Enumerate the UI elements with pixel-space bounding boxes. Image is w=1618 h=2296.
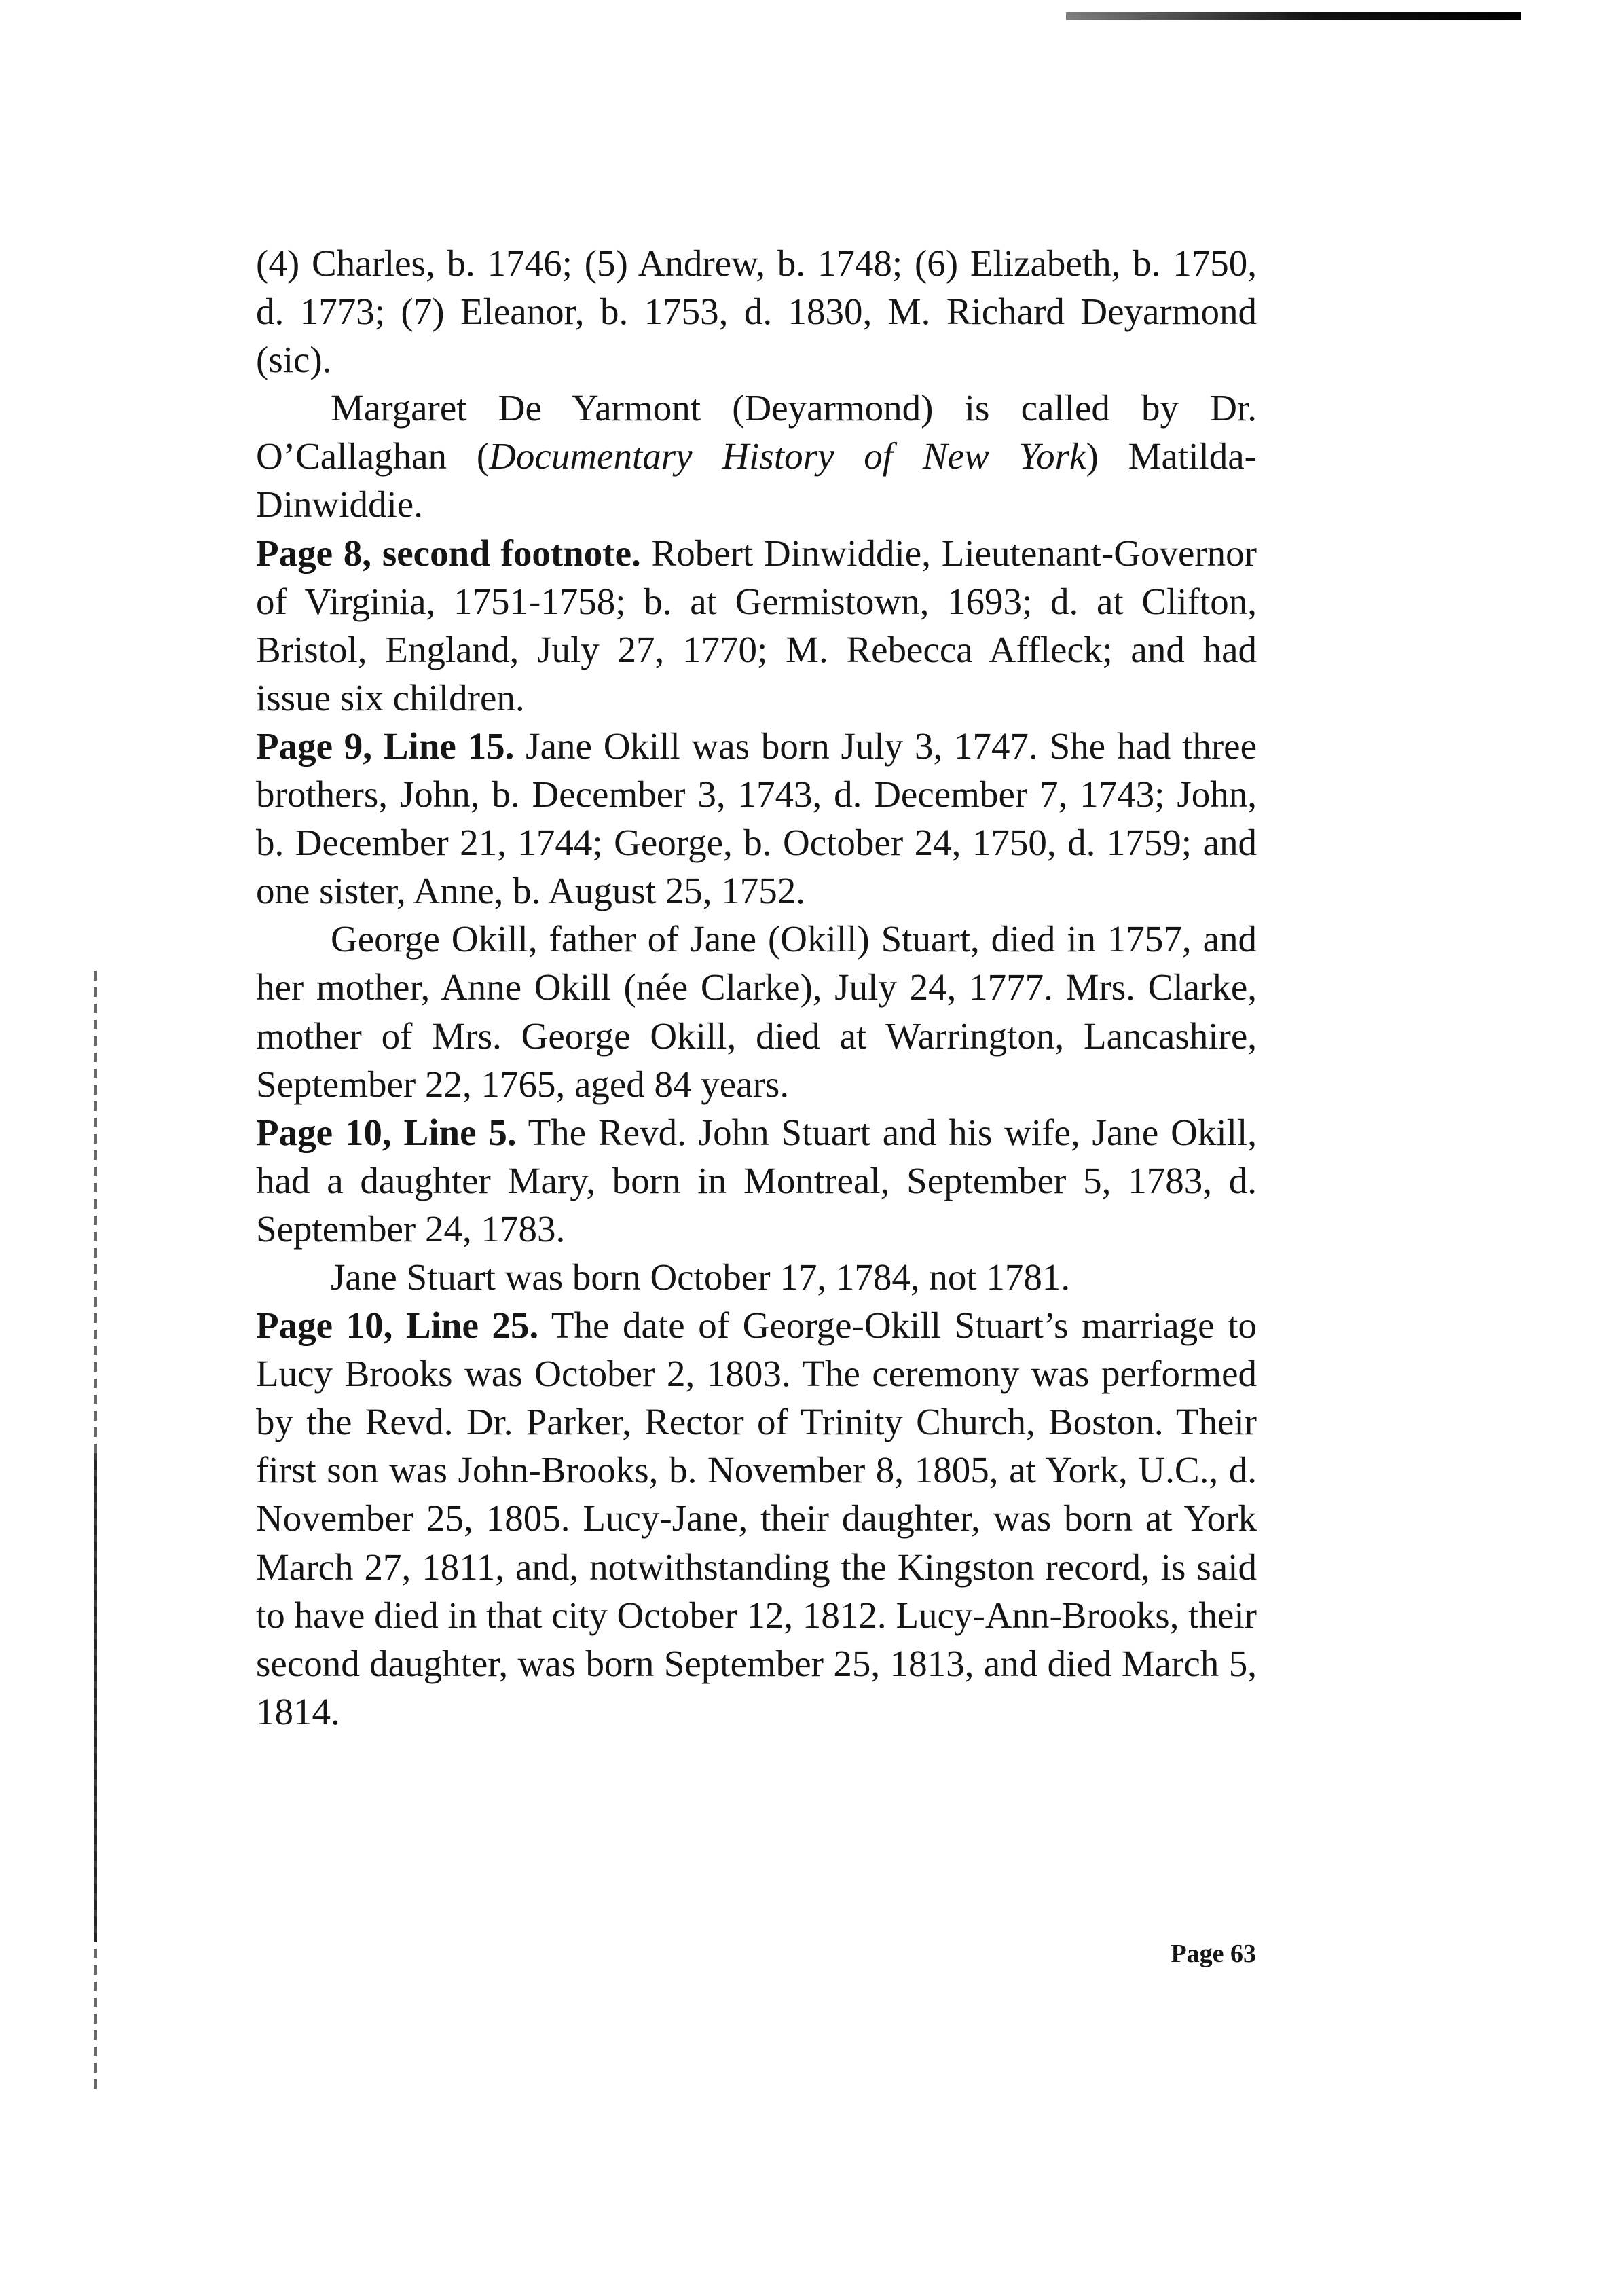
paragraph-deyarmond [256, 384, 1257, 528]
note-heading: Page 10, Line 5. [256, 1111, 517, 1153]
paragraph-george-okill [256, 915, 1257, 1108]
paragraph-text-before: Margaret De Yarmont (Deyarmond) is called by Dr. O’Callaghan ( [256, 387, 1257, 477]
note-heading: Page 10, Line 25. [256, 1305, 539, 1347]
note-page-9-line-15 [256, 722, 1257, 915]
note-heading: Page 8, second footnote. [256, 532, 641, 574]
paragraph-children-list [256, 239, 1257, 384]
page-number: Page 63 [1171, 1939, 1256, 1968]
top-rule [1066, 12, 1521, 20]
note-page-10-line-25 [256, 1301, 1257, 1736]
book-title: Documentary History of New York [489, 435, 1086, 477]
note-page-8 [256, 529, 1257, 722]
note-text: Jane Okill was born July 3, 1747. She had three brothers, John, b. December 3, 1743, d. December 7, 1743; John, b. December 21, 1744; George, b. October 24, 1750, d. 1759; and one sister, Anne, b. August 25, 1752. [256, 725, 1257, 912]
gutter-scan-mark-solid [94, 1453, 97, 1942]
paragraph-text-after: ) Matilda-Dinwiddie. [256, 435, 1257, 526]
paragraph-text: (4) Charles, b. 1746; (5) Andrew, b. 1748; (6) Elizabeth, b. 1750, d. 1773; (7) Eleanor, b. 1753, d. 1830, M. Richard Deyarmond (sic). [256, 242, 1257, 381]
note-text: The Revd. John Stuart and his wife, Jane Okill, had a daughter Mary, born in Montreal, September 5, 1783, d. September 24, 1783. [256, 1111, 1257, 1250]
note-heading: Page 9, Line 15. [256, 725, 515, 767]
note-text: Robert Dinwiddie, Lieutenant-Governor of Virginia, 1751-1758; b. at Germistown, 1693; d. at Clifton, Bristol, England, July 27, 1770; M. Rebecca Affleck; and had issue six children. [256, 532, 1257, 718]
paragraph-jane-stuart [256, 1253, 1257, 1301]
paragraph-text: George Okill, father of Jane (Okill) Stuart, died in 1757, and her mother, Anne Okill (née Clarke), July 24, 1777. Mrs. Clarke, mother of Mrs. George Okill, died at Warrington, Lancashire, September 22, 1765, aged 84 years. [256, 918, 1257, 1105]
note-text: The date of George-Okill Stuart’s marriage to Lucy Brooks was October 2, 1803. The ceremony was performed by the Revd. Dr. Parker, Rector of Trinity Church, Boston. Their first son was John-Brooks, b. November 8, 1805, at York, U.C., d. November 25, 1805. Lucy-Jane, their daughter, was born at York March 27, 1811, and, notwithstanding the Kingston record, is said to have died in that city October 12, 1812. Lucy-Ann-Brooks, their second daughter, was born September 25, 1813, and died March 5, 1814. [256, 1305, 1257, 1732]
note-page-10-line-5 [256, 1108, 1257, 1253]
paragraph-text: Jane Stuart was born October 17, 1784, not 1781. [331, 1256, 1071, 1298]
body-text [256, 239, 1257, 1736]
